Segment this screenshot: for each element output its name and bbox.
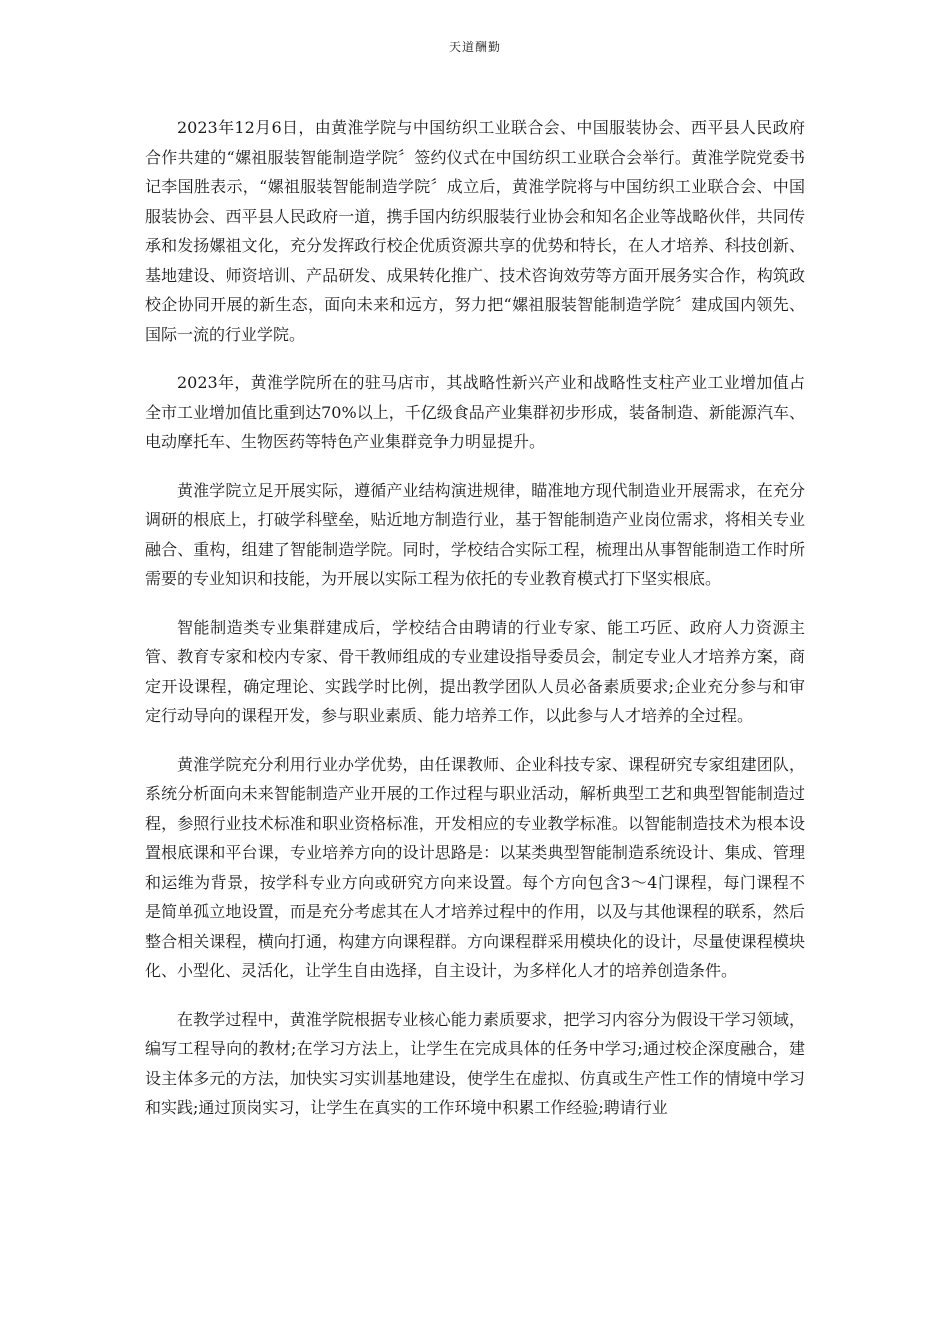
- paragraph-2: 2023年，黄淮学院所在的驻马店市，其战略性新兴产业和战略性支柱产业工业增加值占全市工业增加值比重到达70%以上，千亿级食品产业集群初步形成，装备制造、新能源汽车、电动摩托车、生物医药等特色产业集群竞争力明显提升。: [145, 373, 805, 451]
- paragraph-6: 在教学过程中，黄淮学院根据专业核心能力素质要求，把学习内容分为假设干学习领域，编写工程导向的教材;在学习方法上，让学生在完成具体的任务中学习;通过校企深度融合，建设主体多元的方法，加快实习实训基地建设，使学生在虚拟、仿真或生产性工作的情境中学习和实践;通过顶岗实习，让学生在真实的工作环境中积累工作经验;聘请行业: [145, 1009, 805, 1117]
- paragraph-1: 2023年12月6日，由黄淮学院与中国纺织工业联合会、中国服装协会、西平县人民政府合作共建的“嫘祖服装智能制造学院〞签约仪式在中国纺织工业联合会举行。黄淮学院党委书记李国胜表示，“嫘祖服装智能制造学院〞成立后，黄淮学院将与中国纺织工业联合会、中国服装协会、西平县人民政府一道，携手国内纺织服装行业协会和知名企业等战略伙伴，共同传承和发扬嫘祖文化，充分发挥政行校企优质资源共享的优势和特长，在人才培养、科技创新、基地建设、师资培训、产品研发、成果转化推广、技术咨询效劳等方面开展务实合作，构筑政校企协同开展的新生态，面向未来和远方，努力把“嫘祖服装智能制造学院〞建成国内领先、国际一流的行业学院。: [145, 118, 805, 344]
- page-header: 天道酬勤: [448, 40, 501, 54]
- paragraph-5: 黄淮学院充分利用行业办学优势，由任课教师、企业科技专家、课程研究专家组建团队，系统分析面向未来智能制造产业开展的工作过程与职业活动，解析典型工艺和典型智能制造过程，参照行业技术标准和职业资格标准，开发相应的专业教学标准。以智能制造技术为根本设置根底课和平台课，专业培养方向的设计思路是：以某类典型智能制造系统设计、集成、管理和运维为背景，按学科专业方向或研究方向来设置。每个方向包含3～4门课程，每门课程不是简单孤立地设置，而是充分考虑其在人才培养过程中的作用，以及与其他课程的联系，然后整合相关课程，横向打通，构建方向课程群。方向课程群采用模块化的设计，尽量使课程模块化、小型化、灵活化，让学生自由选择，自主设计，为多样化人才的培养创造条件。: [145, 754, 805, 980]
- paragraph-3: 黄淮学院立足开展实际，遵循产业结构演进规律，瞄准地方现代制造业开展需求，在充分调研的根底上，打破学科壁垒，贴近地方制造行业，基于智能制造产业岗位需求，将相关专业融合、重构，组建了智能制造学院。同时，学校结合实际工程，梳理出从事智能制造工作时所需要的专业知识和技能，为开展以实际工程为依托的专业教育模式打下坚实根底。: [145, 480, 805, 588]
- document-body: [145, 113, 805, 1142]
- paragraph-4: 智能制造类专业集群建成后，学校结合由聘请的行业专家、能工巧匠、政府人力资源主管、教育专家和校内专家、骨干教师组成的专业建设指导委员会，制定专业人才培养方案，商定开设课程，确定理论、实践学时比例，提出教学团队人员必备素质要求;企业充分参与和审定行动导向的课程开发，参与职业素质、能力培养工作，以此参与人才培养的全过程。: [145, 617, 805, 725]
